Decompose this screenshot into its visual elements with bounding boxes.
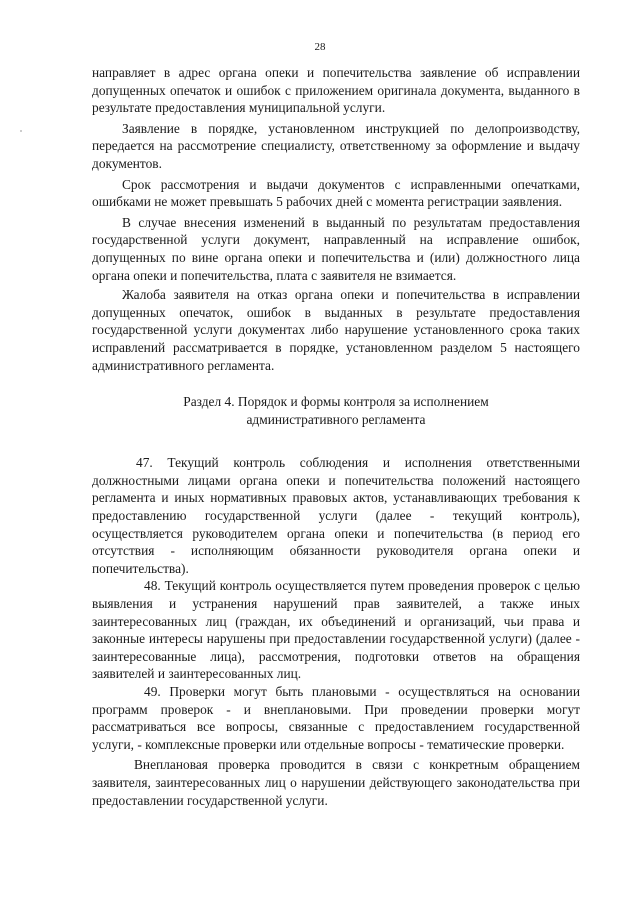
paragraph-unscheduled-check: Внеплановая проверка проводится в связи с конкретным обращением заявителя, заинтересованных лиц о нарушении действующего законодательства при предоставлении государственной услуги. (92, 757, 580, 808)
paragraph-application-procedure: Заявление в порядке, установленном инструкцией по делопроизводству, передается на рассмотрение специалисту, ответственному за оформление и выдачу документов. (92, 120, 580, 171)
paragraph-no-fee: В случае внесения изменений в выданный по результатам предоставления государственной услуги документ, направленный на исправление ошибок, допущенных по вине органа опеки и попечительства и (или) должностного лица органа опеки и попечительства, плата с заявителя не взимается. (92, 214, 580, 283)
scan-speck (20, 130, 22, 132)
paragraph-49: 49. Проверки могут быть плановыми - осуществляться на основании программ проверок - и внеплановыми. При проведении проверки могут рассматриваться все вопросы, связанные с предоставлением государственной услуги, - комплексные проверки или отдельные вопросы - тематические проверки. (92, 684, 580, 752)
document-body (92, 64, 580, 809)
paragraph-review-term: Срок рассмотрения и выдачи документов с исправленными опечатками, ошибками не может превышать 5 рабочих дней с момента регистрации заявления. (92, 176, 580, 210)
paragraph-47: 47. Текущий контроль соблюдения и исполнения ответственными должностными лицами органа опеки и попечительства положений настоящего регламента и иных нормативных правовых актов, устанавливающих требования к предоставлению государственной услуги (далее - текущий контроль), осуществляется руководителем органа опеки и попечительства (в период его отсутствия - исполняющим обязанности руководителя органа опеки и попечительства). (92, 455, 580, 576)
paragraph-continuation: направляет в адрес органа опеки и попечительства заявление об исправлении допущенных опечаток и ошибок с приложением оригинала документа, выданного в результате предоставления муниципальной услуги. (92, 65, 580, 116)
page-number: 28 (314, 41, 326, 53)
section-heading: Раздел 4. Порядок и формы контроля за исполнением административного регламента (183, 394, 489, 427)
paragraph-complaint: Жалоба заявителя на отказ органа опеки и попечительства в исправлении допущенных опечаток, ошибок в выданных в результате предоставления государственной услуги документах либо нарушение установленного срока таких исправлений рассматривается в порядке, установленном разделом 5 настоящего административного регламента. (92, 287, 580, 373)
paragraph-48: 48. Текущий контроль осуществляется путем проведения проверок с целью выявления и устранения нарушений прав заявителей, а также иных заинтересованных лиц (граждан, их объединений и организаций, чьи права и законные интересы нарушены при предоставлении государственной услуги) (далее - заинтересованные лица), рассмотрения, подготовки ответов на обращения заявителей и заинтересованных лиц. (92, 578, 580, 682)
